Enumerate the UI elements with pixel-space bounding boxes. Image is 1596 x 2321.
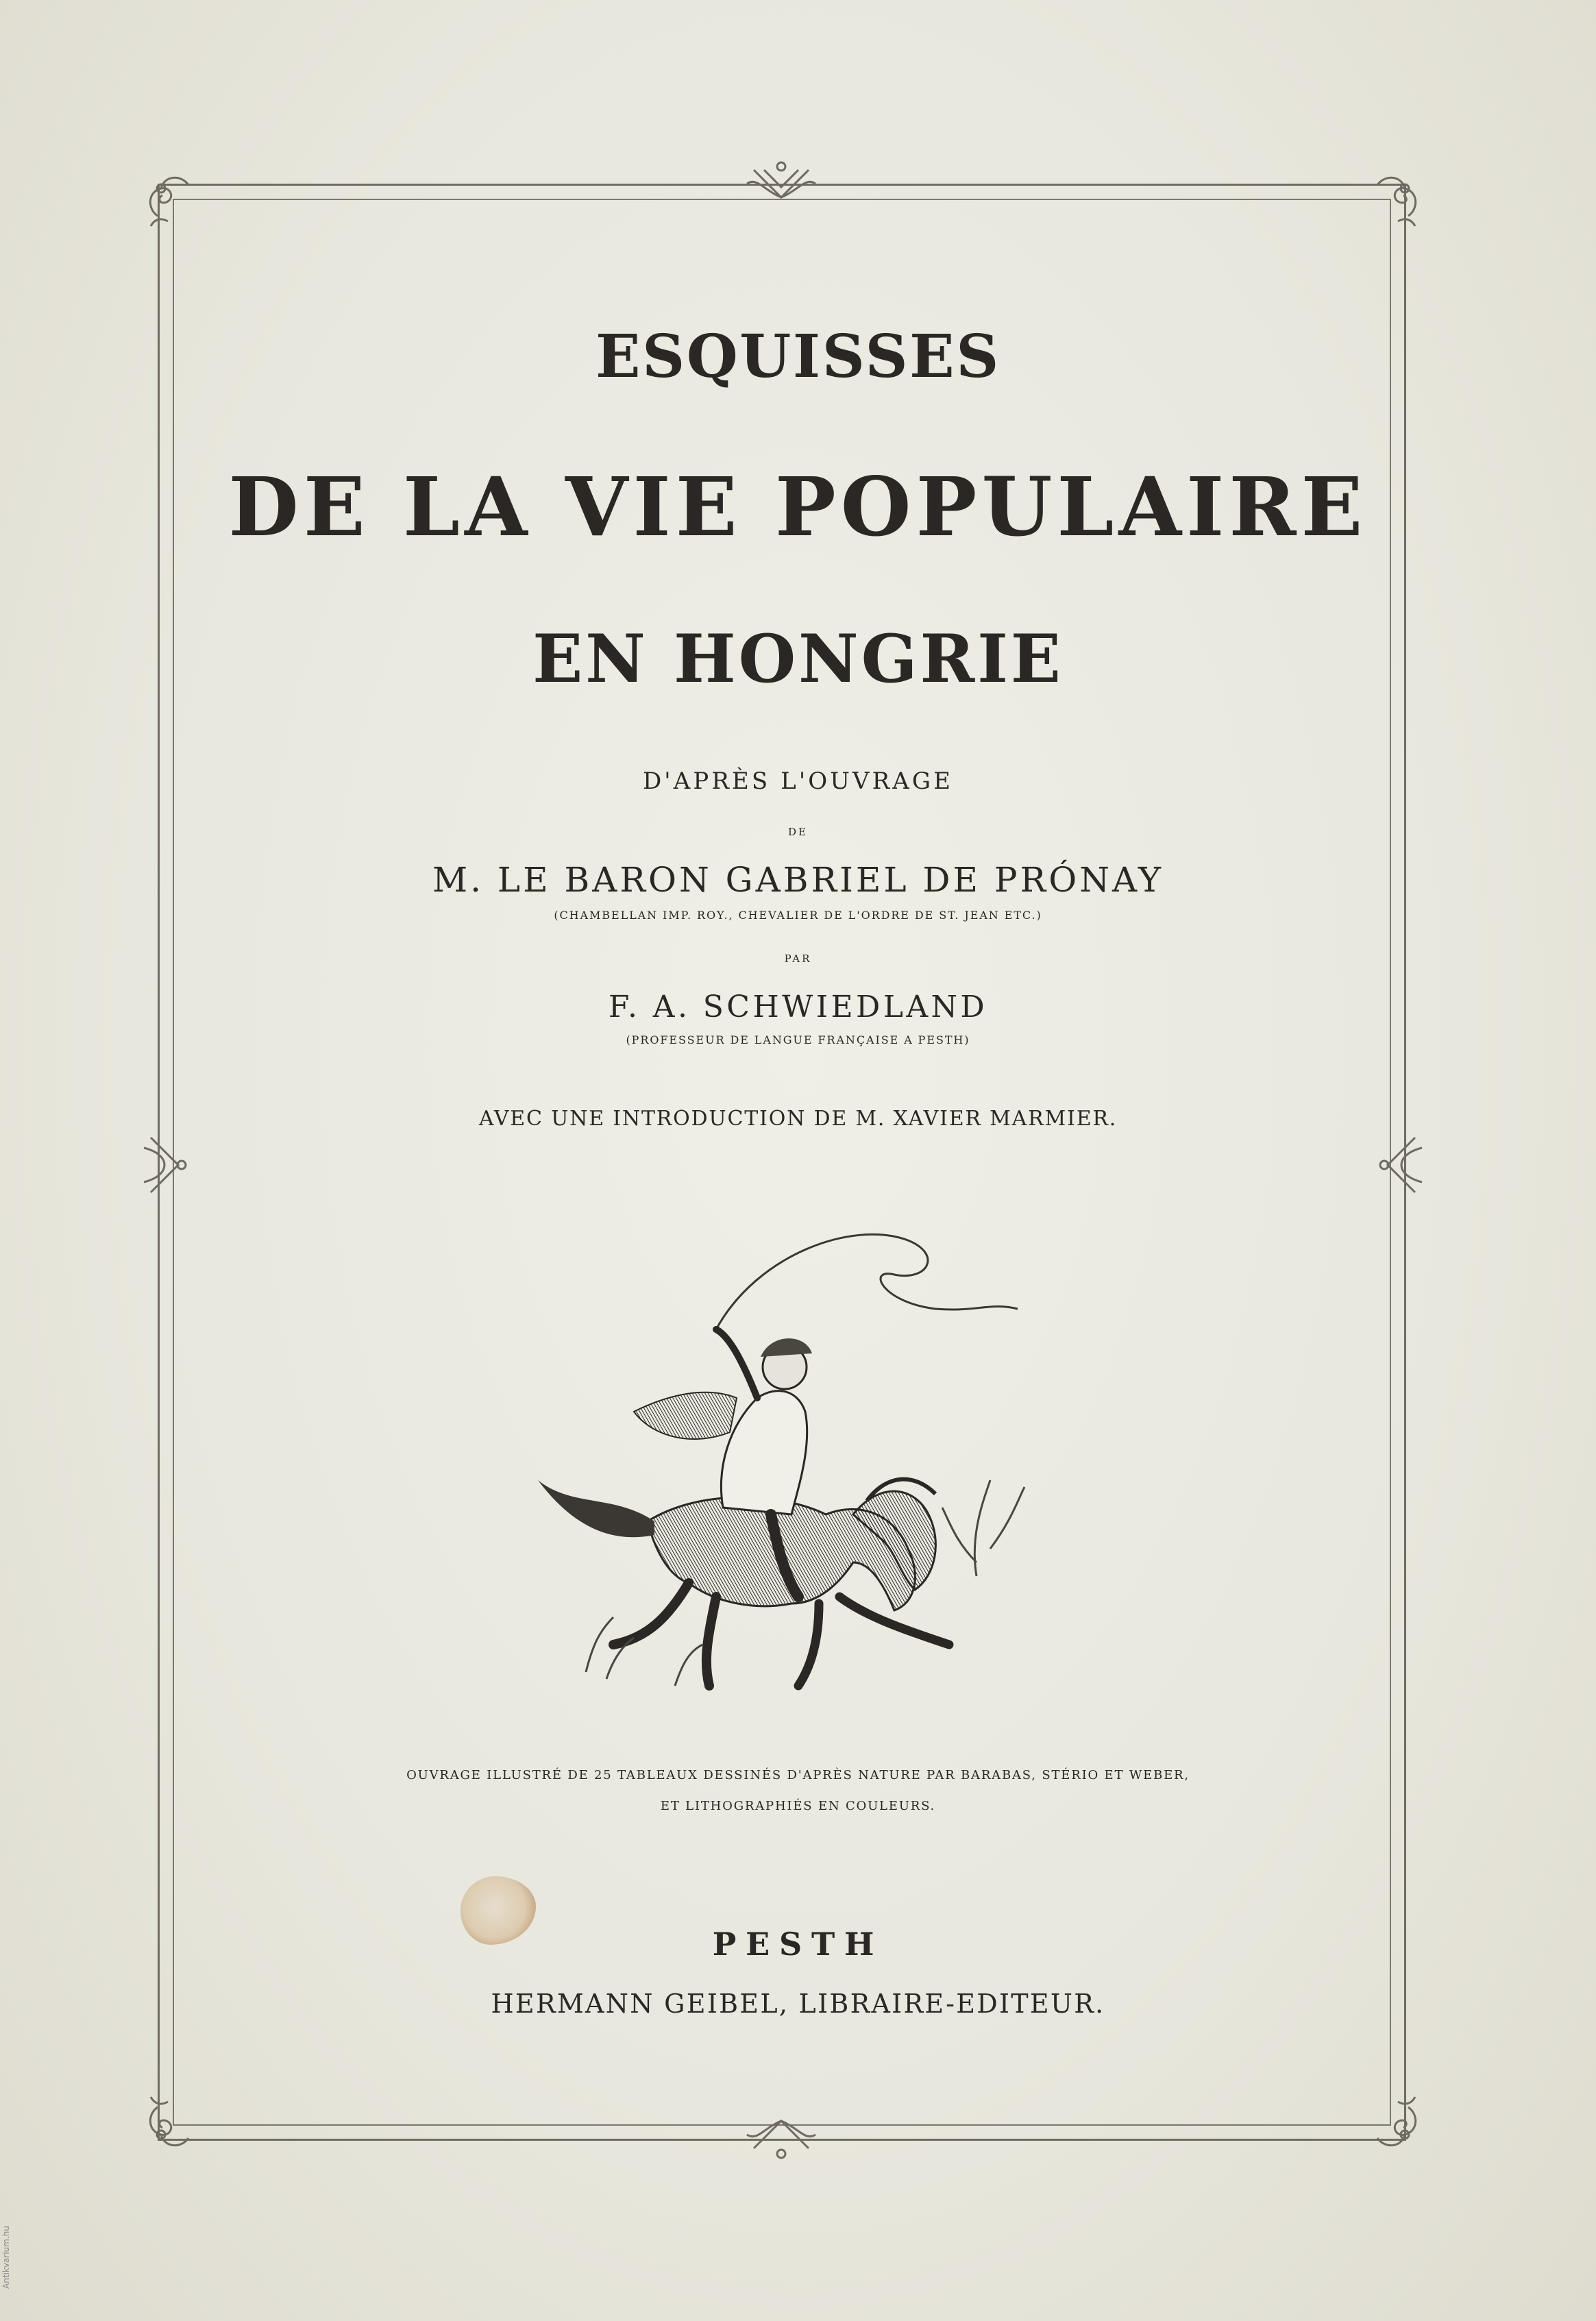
horseman-engraving [497, 1192, 1066, 1720]
illustration-caption-line-2: ET LITHOGRAPHIÉS EN COULEURS. [660, 1799, 936, 1813]
after-the-work-text: D'APRÈS L'OUVRAGE [642, 767, 954, 795]
author-titles: (CHAMBELLAN IMP. ROY., CHEVALIER DE L'ORDRE DE ST. JEAN ETC.) [554, 909, 1042, 922]
translator-title: (PROFESSEUR DE LANGUE FRANÇAISE A PESTH) [626, 1033, 970, 1046]
watermark-text: Antikvarium.hu [1, 2226, 11, 2289]
title-line-3: EN HONGRIE [532, 620, 1064, 698]
corner-ornament-top-left [140, 168, 206, 233]
de-text: DE [788, 826, 808, 838]
imprint-publisher: HERMANN GEIBEL, LIBRAIRE-EDITEUR. [491, 1989, 1105, 2019]
title-line-1: ESQUISSES [596, 322, 1000, 391]
left-center-ornament [137, 1127, 192, 1203]
bottom-center-ornament [740, 2114, 822, 2162]
right-center-ornament [1374, 1127, 1429, 1203]
corner-ornament-bottom-left [140, 2090, 206, 2155]
translator-name: F. A. SCHWIEDLAND [608, 990, 988, 1024]
corner-ornament-bottom-right [1360, 2090, 1425, 2155]
corner-ornament-top-right [1360, 168, 1425, 233]
author-name: M. LE BARON GABRIEL DE PRÓNAY [432, 860, 1164, 900]
par-text: PAR [784, 953, 812, 965]
top-center-ornament [740, 156, 822, 211]
imprint-place: PESTH [712, 1926, 884, 1963]
title-line-2: DE LA VIE POPULAIRE [228, 459, 1368, 554]
introduction-credit: AVEC UNE INTRODUCTION DE M. XAVIER MARMIER. [478, 1107, 1118, 1131]
illustration-caption-line-1: OUVRAGE ILLUSTRÉ DE 25 TABLEAUX DESSINÉS D'APRÈS NATURE PAR BARABAS, STÉRIO ET WEBER, [406, 1768, 1190, 1782]
